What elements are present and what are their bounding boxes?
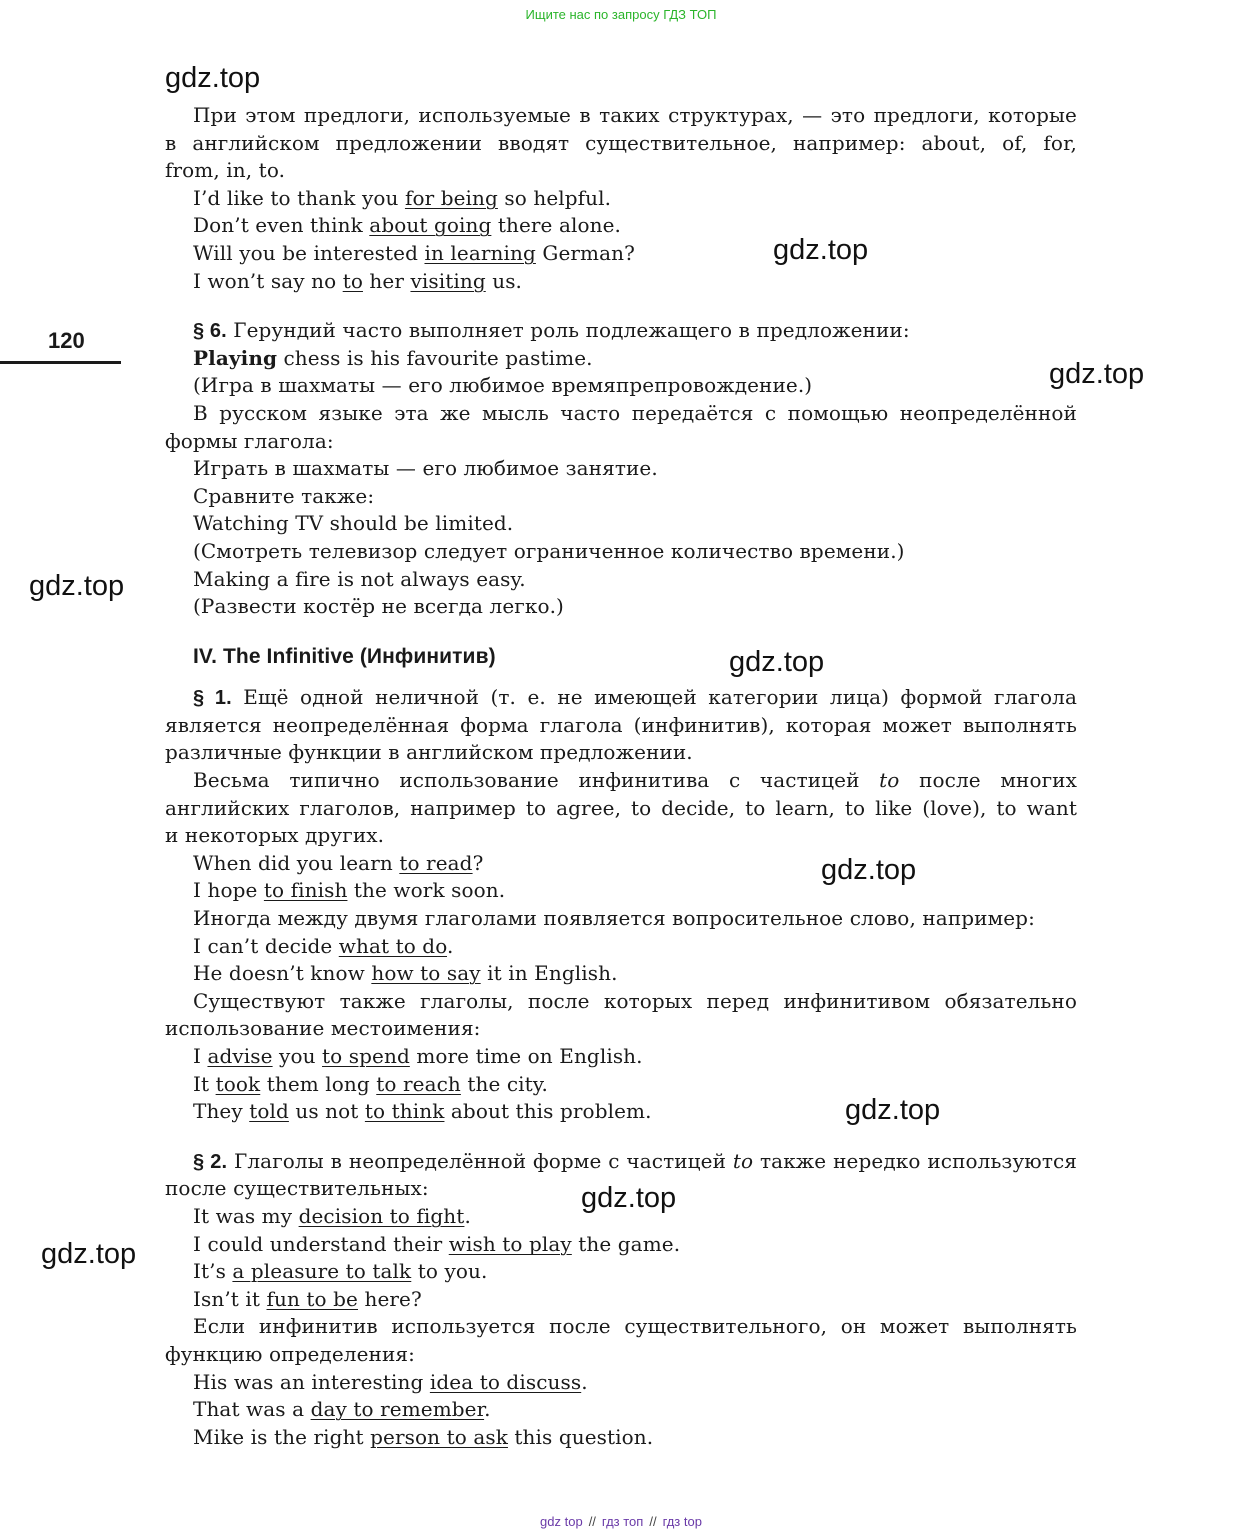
paragraph-label: § 6. (193, 320, 227, 343)
example-sentence: Mike is the right person to ask this question. (193, 1424, 654, 1449)
example-sentence: I could understand their wish to play the game. (193, 1231, 681, 1256)
underlined-phrase: in learning (424, 240, 536, 265)
paragraph-label: § 2. (193, 1150, 228, 1173)
text-line: различные функции в английском предложении. (165, 740, 693, 765)
paragraph-label: § 1. (193, 687, 232, 710)
paragraph-6-heading: § 6. Герундий часто выполняет роль подлежащего в предложении: (193, 318, 910, 343)
example-sentence: I can’t decide what to do. (193, 933, 454, 958)
paragraph-1-heading: § 1. Ещё одной неличной (т. е. не имеющей категории лица) формой глагола (193, 685, 1077, 710)
example-sentence: When did you learn to read? (193, 850, 484, 875)
example-sentence: It was my decision to fight. (193, 1203, 471, 1228)
text-line: является неопределённая форма глагола (инфинитив), которая может выполнять (165, 712, 1077, 737)
text-line: Весьма типично использование инфинитива с частицей to после многих (193, 768, 1077, 793)
example-sentence: That was a day to remember. (193, 1397, 491, 1422)
underlined-phrase: person to ask (370, 1424, 508, 1449)
underlined-phrase: to (342, 268, 363, 293)
example-sentence: Will you be interested in learning German? (193, 240, 635, 265)
text-line: в английском предложении вводят существительное, например: about, of, for, (165, 130, 1077, 155)
underlined-phrase: a pleasure to talk (232, 1259, 412, 1284)
gerund-intro-paragraph (165, 102, 1077, 185)
underlined-phrase: how to say (371, 961, 481, 986)
underlined-phrase: visiting (410, 268, 486, 293)
footer-link[interactable]: gdz top (540, 1514, 583, 1529)
text-line: Иногда между двумя глаголами появляется вопросительное слово, например: (193, 906, 1035, 931)
watermark: gdz.top (845, 1094, 941, 1126)
example-sentence: Играть в шахматы — его любимое занятие. (193, 456, 658, 481)
section-heading: IV. The Infinitive (Инфинитив) (193, 644, 496, 668)
example-sentence: They told us not to think about this problem. (193, 1099, 652, 1124)
footer-link[interactable]: гдз топ (601, 1514, 644, 1529)
page-number: 120 (48, 328, 85, 353)
example-sentence: Playing chess is his favourite pastime. (193, 345, 593, 370)
text-line: Сравните также: (193, 483, 375, 508)
example-sentence: Don’t even think about going there alone. (193, 213, 621, 238)
text-line: При этом предлоги, используемые в таких структурах, — это предлоги, которые (193, 103, 1077, 127)
underlined-phrase: to reach (376, 1071, 461, 1096)
watermark: gdz.top (1049, 358, 1145, 390)
footer-separator: // (649, 1514, 657, 1529)
text-line: использование местоимения: (165, 1016, 481, 1041)
footer-links (0, 1514, 1242, 1529)
underlined-phrase: to finish (263, 878, 348, 903)
watermark: gdz.top (165, 62, 261, 94)
paragraph-2-heading: § 2. Глаголы в неопределённой форме с частицей to также нередко используются (193, 1148, 1078, 1173)
page-number-rule (0, 361, 121, 364)
underlined-phrase: took (215, 1071, 261, 1096)
underlined-phrase: told (249, 1099, 289, 1124)
underlined-phrase: wish to play (448, 1231, 572, 1256)
example-sentence: Isn’t it fun to be here? (193, 1286, 422, 1311)
text-line: и некоторых других. (165, 823, 385, 848)
underlined-phrase: to spend (322, 1044, 410, 1068)
underlined-phrase: what to do (338, 933, 447, 958)
page-content (165, 102, 1077, 1451)
text-line: В русском языке эта же мысль часто передаётся с помощью неопределённой (193, 400, 1077, 425)
example-sentence: I’d like to thank you for being so helpful. (193, 185, 612, 210)
watermark: gdz.top (821, 854, 917, 886)
text-line: формы глагола: (165, 428, 334, 453)
underlined-phrase: for being (404, 185, 498, 210)
underlined-phrase: decision to fight (298, 1203, 465, 1228)
example-sentence: Watching TV should be limited. (193, 511, 514, 536)
watermark: gdz.top (41, 1238, 137, 1270)
underlined-phrase: advise (207, 1044, 273, 1068)
example-sentence: Making a fire is not always easy. (193, 566, 526, 591)
example-sentence: It’s a pleasure to talk to you. (193, 1259, 488, 1284)
example-sentence: His was an interesting idea to discuss. (193, 1369, 588, 1394)
text-line: английских глаголов, например to agree, to decide, to learn, to like (love), to want (165, 795, 1077, 820)
watermark: gdz.top (773, 234, 869, 266)
example-sentence: It took them long to reach the city. (193, 1071, 549, 1096)
translation: (Смотреть телевизор следует ограниченное количество времени.) (193, 538, 905, 563)
example-sentence: I advise you to spend more time on English. (193, 1044, 643, 1068)
underlined-phrase: to think (364, 1099, 445, 1124)
underlined-phrase: fun to be (266, 1286, 358, 1311)
underlined-phrase: day to remember (310, 1397, 485, 1422)
footer-link[interactable]: гдз top (662, 1514, 702, 1529)
underlined-phrase: idea to discuss (429, 1369, 582, 1394)
underlined-phrase: about going (369, 213, 492, 238)
text-line: после существительных: (165, 1176, 429, 1201)
footer-separator: // (588, 1514, 596, 1529)
watermark: gdz.top (29, 570, 125, 602)
text-line: Существуют также глаголы, после которых перед инфинитивом обязательно (193, 988, 1077, 1013)
text-line: функцию определения: (165, 1341, 415, 1366)
top-banner: Ищите нас по запросу ГДЗ ТОП (525, 7, 717, 22)
text-line: from, in, to. (165, 158, 286, 183)
watermark: gdz.top (729, 646, 825, 678)
underlined-phrase: to read (399, 850, 473, 875)
watermark: gdz.top (581, 1182, 677, 1214)
example-sentence: I hope to finish the work soon. (193, 878, 506, 903)
text-line: Если инфинитив используется после существительного, он может выполнять (193, 1314, 1077, 1339)
example-sentence: He doesn’t know how to say it in English. (193, 961, 618, 986)
translation: (Развести костёр не всегда легко.) (193, 594, 564, 619)
translation: (Игра в шахматы — его любимое времяпрепровождение.) (193, 373, 813, 398)
example-sentence: I won’t say no to her visiting us. (193, 268, 523, 293)
